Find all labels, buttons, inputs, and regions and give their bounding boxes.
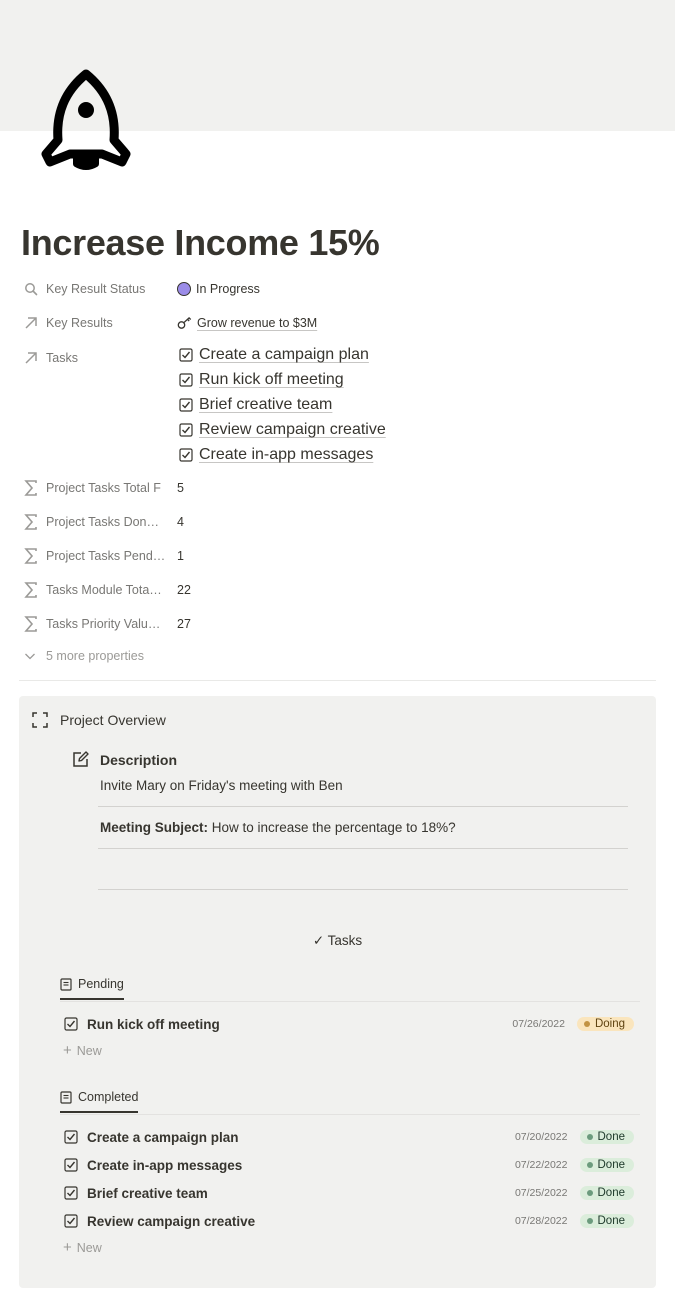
status-dot — [584, 1021, 590, 1027]
task-links — [179, 344, 386, 469]
table-row[interactable] — [64, 1209, 634, 1233]
task-link-text: Run kick off meeting — [199, 371, 344, 388]
list-view-icon — [60, 978, 72, 991]
status-text: In Progress — [196, 282, 260, 296]
checkbox-icon — [179, 423, 193, 437]
sigma-icon — [22, 615, 40, 633]
description-text[interactable]: Invite Mary on Friday's meeting with Ben — [100, 778, 343, 793]
plus-icon: + — [63, 1042, 72, 1059]
tab-underline — [60, 1114, 640, 1115]
property-name-rollup[interactable] — [22, 579, 172, 601]
tasks-heading[interactable]: ✓ Tasks — [312, 933, 363, 948]
task-link[interactable] — [179, 444, 386, 466]
status-text: Done — [597, 1159, 625, 1171]
callout-title: Project Overview — [60, 712, 166, 728]
checkbox-icon — [179, 398, 193, 412]
status-badge[interactable] — [580, 1214, 635, 1228]
property-label: Project Tasks Pend… — [46, 549, 166, 563]
key-result-text: Grow revenue to $3M — [197, 316, 318, 330]
task-name: Run kick off meeting — [87, 1016, 220, 1032]
status-dot — [587, 1218, 593, 1224]
status-dot — [587, 1162, 593, 1168]
property-label: Project Tasks Total F — [46, 481, 161, 495]
property-label: Tasks Priority Valu… — [46, 617, 161, 631]
sigma-icon — [22, 513, 40, 531]
sigma-icon — [22, 547, 40, 565]
property-name-rollup[interactable] — [22, 511, 172, 533]
task-date: 07/26/2022 — [512, 1018, 565, 1030]
property-rollup — [22, 545, 662, 575]
sigma-icon — [22, 581, 40, 599]
relation-arrow-icon — [22, 314, 40, 332]
task-link[interactable] — [179, 419, 386, 441]
checkbox-icon — [64, 1130, 78, 1144]
meeting-subject-label: Meeting Subject: — [100, 820, 209, 835]
table-row[interactable] — [64, 1181, 634, 1205]
status-text: Done — [597, 1187, 625, 1199]
property-label: Project Tasks Don… — [46, 515, 160, 529]
status-value[interactable] — [177, 278, 260, 300]
task-link[interactable] — [179, 369, 386, 391]
task-name: Review campaign creative — [87, 1213, 256, 1229]
key-icon — [177, 316, 191, 330]
property-tasks — [22, 347, 662, 472]
search-icon — [22, 280, 40, 298]
table-row[interactable] — [64, 1125, 634, 1149]
table-row[interactable] — [64, 1012, 634, 1036]
status-text: Done — [597, 1131, 625, 1143]
property-key-results — [22, 312, 662, 342]
divider — [98, 848, 628, 849]
task-link-text: Brief creative team — [199, 396, 333, 413]
fullscreen-icon — [32, 712, 48, 728]
meeting-subject[interactable] — [100, 820, 456, 835]
tab-label: Pending — [78, 977, 124, 991]
project-overview-callout — [19, 696, 656, 1288]
task-name: Create in-app messages — [87, 1157, 243, 1173]
status-text: Doing — [594, 1018, 625, 1030]
list-view-icon — [60, 1091, 72, 1104]
property-name-rollup[interactable] — [22, 613, 172, 635]
task-name: Create a campaign plan — [87, 1129, 239, 1145]
property-rollup — [22, 613, 662, 643]
checkbox-icon — [64, 1017, 78, 1031]
rollup-value[interactable]: 1 — [177, 549, 184, 563]
checkbox-icon — [64, 1214, 78, 1228]
table-row[interactable] — [64, 1153, 634, 1177]
divider — [19, 680, 656, 681]
edit-icon — [72, 751, 90, 768]
property-name-tasks[interactable] — [22, 347, 172, 369]
task-link[interactable] — [179, 394, 386, 416]
checkbox-icon — [179, 448, 193, 462]
meeting-subject-value: How to increase the percentage to 18%? — [208, 820, 456, 835]
task-name: Brief creative team — [87, 1185, 208, 1201]
task-link-text: Create a campaign plan — [199, 346, 369, 363]
property-name-key-results[interactable] — [22, 312, 172, 334]
status-dot — [177, 282, 191, 296]
new-label: New — [76, 1043, 102, 1058]
more-properties-toggle[interactable] — [24, 649, 144, 663]
property-rollup — [22, 579, 662, 609]
relation-arrow-icon — [22, 349, 40, 367]
task-link-text: Review campaign creative — [199, 421, 386, 438]
status-badge[interactable] — [577, 1017, 634, 1031]
tab-pending[interactable] — [60, 977, 124, 1000]
status-badge[interactable] — [580, 1186, 635, 1200]
page-title[interactable]: Increase Income 15% — [21, 222, 380, 263]
property-rollup — [22, 511, 662, 541]
tab-underline — [60, 1001, 640, 1002]
plus-icon: + — [63, 1239, 72, 1256]
status-dot — [587, 1190, 593, 1196]
rollup-value[interactable]: 27 — [177, 617, 191, 631]
description-heading[interactable] — [72, 751, 177, 768]
property-label: Tasks — [46, 351, 78, 365]
chevron-down-icon — [24, 650, 36, 662]
status-text: Done — [597, 1215, 625, 1227]
new-row-button[interactable] — [63, 1239, 102, 1256]
property-key-result-status — [22, 278, 662, 308]
task-date: 07/20/2022 — [514, 1131, 568, 1143]
property-name-key-result-status[interactable] — [22, 278, 172, 300]
property-label: Key Result Status — [46, 282, 146, 296]
status-badge[interactable] — [580, 1130, 635, 1144]
rollup-value[interactable]: 22 — [177, 583, 191, 597]
tab-completed[interactable] — [60, 1090, 138, 1113]
property-name-rollup[interactable] — [22, 545, 172, 567]
tab-label: Completed — [78, 1090, 139, 1104]
task-date: 07/22/2022 — [514, 1159, 568, 1171]
property-label: Tasks Module Tota… — [46, 583, 162, 597]
new-row-button[interactable] — [63, 1042, 102, 1059]
divider — [98, 806, 628, 807]
callout-heading[interactable] — [32, 712, 166, 728]
divider — [98, 889, 628, 890]
task-link[interactable] — [179, 344, 386, 366]
key-result-link[interactable] — [177, 312, 317, 334]
checkbox-icon — [64, 1186, 78, 1200]
status-dot — [587, 1134, 593, 1140]
status-badge[interactable] — [580, 1158, 635, 1172]
rocket-icon[interactable] — [36, 66, 136, 174]
property-label: Key Results — [46, 316, 113, 330]
description-title: Description — [100, 751, 178, 768]
task-date: 07/28/2022 — [514, 1215, 568, 1227]
property-rollup — [22, 477, 662, 507]
checkbox-icon — [179, 373, 193, 387]
rollup-value[interactable]: 5 — [177, 481, 184, 495]
checkbox-icon — [64, 1158, 78, 1172]
checkbox-icon — [179, 348, 193, 362]
sigma-icon — [22, 479, 40, 497]
property-name-rollup[interactable] — [22, 477, 172, 499]
new-label: New — [76, 1240, 102, 1255]
task-link-text: Create in-app messages — [199, 446, 374, 463]
more-properties-label: 5 more properties — [46, 649, 144, 663]
rollup-value[interactable]: 4 — [177, 515, 184, 529]
task-date: 07/25/2022 — [514, 1187, 568, 1199]
